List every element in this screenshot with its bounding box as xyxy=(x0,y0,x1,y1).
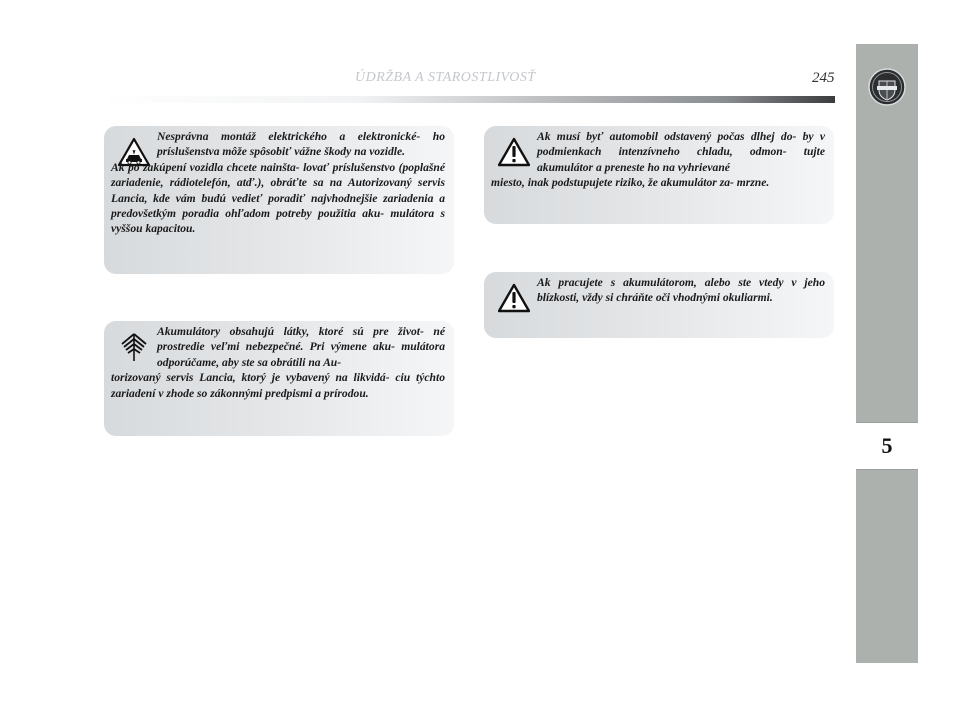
note-body: miesto, inak podstupujete riziko, že akumulátor za- mrzne. xyxy=(491,176,770,190)
note-environment xyxy=(104,321,454,436)
note-lead: Ak pracujete s akumulátorom, alebo ste vtedy v jeho blízkosti, vždy si chráňte oči vhodnými okuliarmi. xyxy=(537,276,825,305)
header-title: ÚDRŽBA A STAROSTLIVOSŤ xyxy=(355,70,536,85)
note-lead: Akumulátory obsahujú látky, ktoré sú pre život- né prostredie veľmi nebezpečné. Pri výmene aku- mulátora odporúčame, aby ste sa obrátili na Au- xyxy=(157,325,445,369)
note-cold-weather xyxy=(484,126,834,224)
note-lead: Nesprávna montáž elektrického a elektronické- ho príslušenstva môže spôsobiť vážne škody na vozidle. xyxy=(157,130,445,159)
sidebar xyxy=(856,44,918,663)
lancia-shield-icon xyxy=(868,68,906,106)
note-body: torizovaný servis Lancia, ktorý je vybavený na likvidá- ciu týchto zariadení v zhode so zákonnými predpismi a prírodou. xyxy=(111,371,445,400)
chapter-tab[interactable]: 5 xyxy=(856,422,918,470)
page-number: 245 xyxy=(812,70,835,86)
note-body: Ak po zakúpení vozidla chcete nainšta- lovať príslušenstvo (poplašné zariadenie, rádiotelefón, atď.), obráťte sa na Autorizovaný servis Lancia, kde vám budú vedieť poradiť najvhodnejšie zariadenia a predovšetkým poradia ohľadom potreby použitia aku- mulátora s vyššou kapacitou. xyxy=(111,160,445,236)
note-lead: Ak musí byť automobil odstavený počas dlhej do- by v podmienkach intenzívneho chladu, odmon- tujte akumulátor a preneste ho na vyhrievané xyxy=(537,130,825,174)
note-eye-protection xyxy=(484,272,834,338)
header-rule xyxy=(100,96,835,103)
note-accessories-warning xyxy=(104,126,454,274)
